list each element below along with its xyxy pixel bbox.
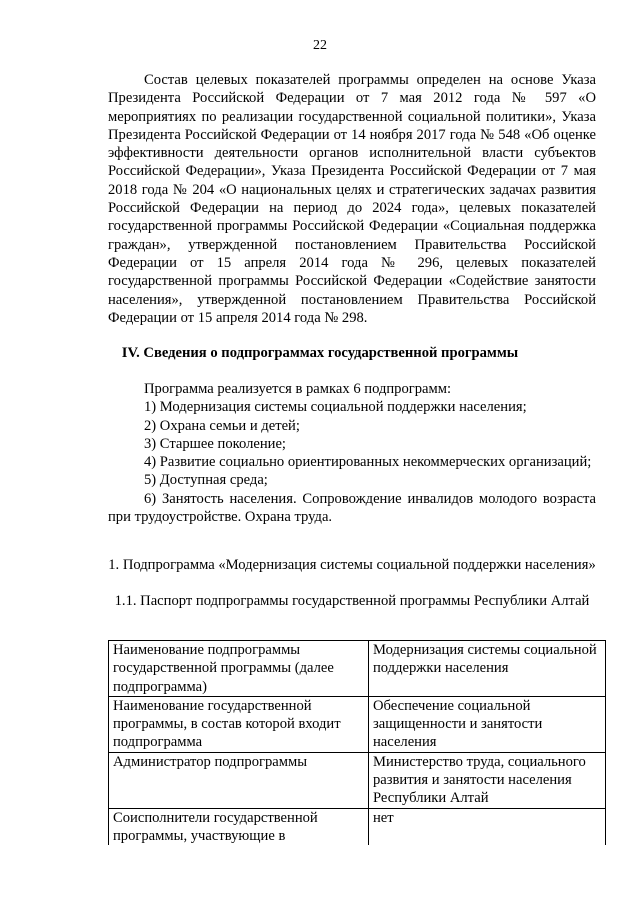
- table-row: [109, 752, 606, 808]
- page-number: 22: [313, 38, 327, 53]
- subprogram-item: 2) Охрана семьи и детей;: [144, 417, 300, 434]
- subprogram-item: 3) Старшее поколение;: [144, 435, 286, 452]
- intro-paragraph: Состав целевых показателей программы определен на основе Указа Президента Российской Федерации от 7 мая 2012 года № 597 «О мероприятиях по реализации государственной социальной политики», Указа Президента Российской Федерации от 14 ноября 2017 года № 548 «Об оценке эффективности деятельности органов исполнительной власти субъектов Российской Федерации», Указа Президента Российской Федерации от 7 мая 2018 года № 204 «О национальных целях и стратегических задачах развития Российской Федерации на период до 2024 года», целевых показателей государственной программы Российской Федерации «Социальная поддержка граждан», утвержденной постановлением Правительства Российской Федерации от 15 апреля 2014 года № 296, целевых показателей государственной программы Российской Федерации «Содействие занятости населения», утвержденной постановлением Правительства Российской Федерации от 15 апреля 2014 года № 298.: [108, 72, 596, 326]
- table-row: [109, 696, 606, 752]
- section-title: IV. Сведения о подпрограммах государственной программы: [121, 345, 519, 361]
- subprogram-item: 6) Занятость населения. Сопровождение инвалидов молодого возраста при трудоустройстве. Охрана труда.: [108, 490, 596, 526]
- table-cell-value: Обеспечение социальной защищенности и занятости населения: [369, 696, 606, 752]
- subprogram-item: 5) Доступная среда;: [144, 472, 268, 489]
- table-cell-value: Министерство труда, социального развития и занятости населения Республики Алтай: [369, 752, 606, 808]
- subprogram-item: 1) Модернизация системы социальной поддержки населения;: [144, 399, 527, 416]
- table-cell-value: нет: [369, 808, 606, 845]
- table-row: [109, 808, 606, 845]
- subprogram-list-lead: Программа реализуется в рамках 6 подпрограмм:: [144, 381, 452, 397]
- passport-table: [108, 640, 606, 845]
- table-cell-label: Наименование подпрограммы государственной программы (далее подпрограмма): [109, 641, 369, 697]
- subprogram-list: [108, 380, 596, 526]
- table-cell-label: Соисполнители государственной программы, участвующие в: [109, 808, 369, 845]
- table-row: [109, 641, 606, 697]
- table-cell-label: Наименование государственной программы, в состав которой входит подпрограмма: [109, 696, 369, 752]
- table-cell-value: Модернизация системы социальной поддержки населения: [369, 641, 606, 697]
- passport-heading: 1.1. Паспорт подпрограммы государственной программы Республики Алтай: [114, 593, 590, 609]
- table-cell-label: Администратор подпрограммы: [109, 752, 369, 808]
- subprogram-heading: 1. Подпрограмма «Модернизация системы социальной поддержки населения»: [108, 557, 596, 573]
- subprogram-item: 4) Развитие социально ориентированных некоммерческих организаций;: [144, 454, 592, 471]
